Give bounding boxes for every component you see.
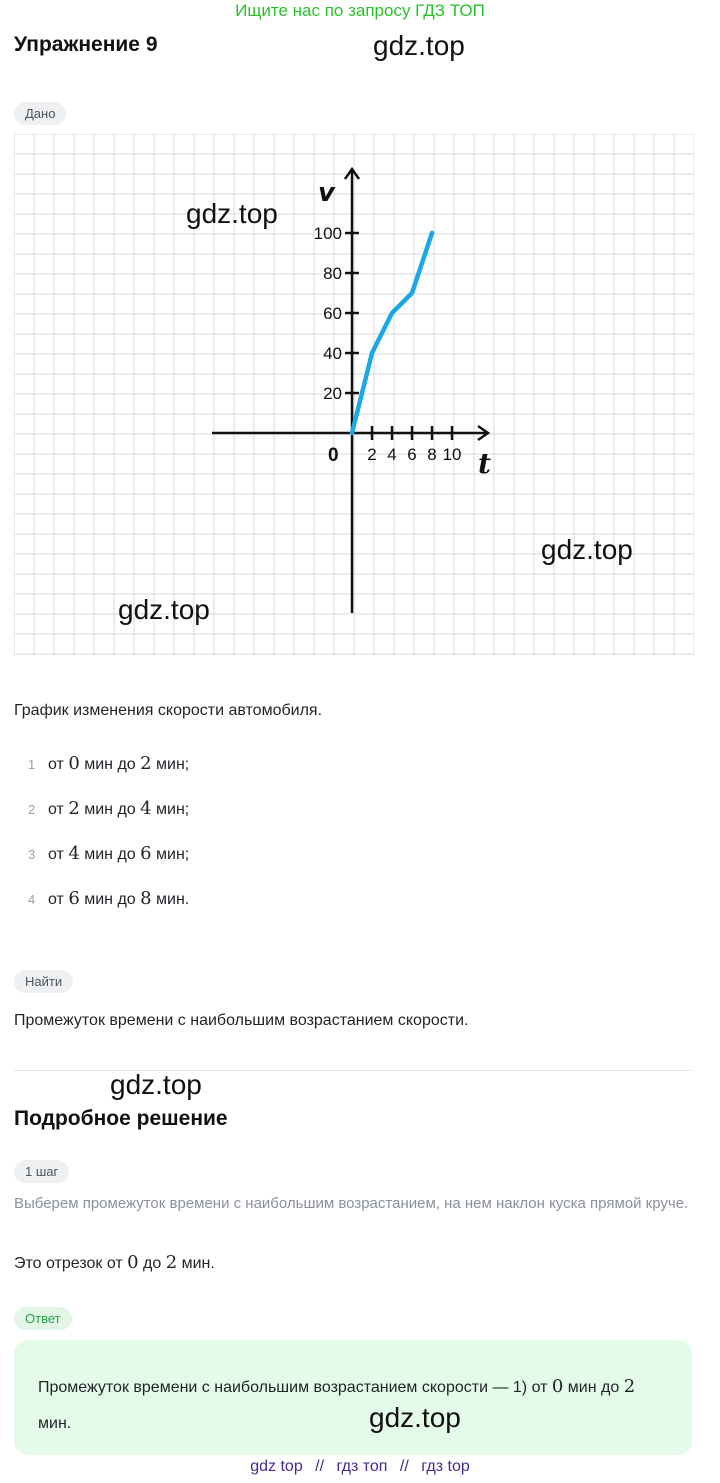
- given-pill: Дано: [14, 102, 66, 125]
- y-tick-label: 40: [323, 344, 342, 363]
- footer-link[interactable]: гдз топ: [336, 1458, 388, 1475]
- list-item: 3 от 4 мин до 6 мин;: [28, 843, 190, 864]
- list-item-number: 3: [28, 847, 36, 862]
- find-pill: Найти: [14, 970, 73, 993]
- exercise-title: Упражнение 9: [14, 33, 158, 56]
- data-point: [430, 231, 434, 235]
- footer-separator: //: [315, 1458, 325, 1475]
- origin-label: 0: [328, 445, 339, 466]
- watermark: gdz.top: [541, 534, 633, 565]
- find-text: Промежуток времени с наибольшим возрастанием скорости.: [14, 1012, 469, 1029]
- data-point: [410, 291, 414, 295]
- step-pill: 1 шаг: [14, 1160, 69, 1183]
- y-tick-label: 60: [323, 304, 342, 323]
- x-tick-label: 4: [387, 445, 397, 464]
- promo-banner: Ищите нас по запросу ГДЗ ТОП: [235, 1, 485, 20]
- speed-series-line: [352, 233, 432, 433]
- list-item: 1 от 0 мин до 2 мин;: [28, 753, 190, 774]
- x-tick-label: 6: [407, 445, 417, 464]
- answer-pill: Ответ: [14, 1307, 72, 1330]
- solution-heading: Подробное решение: [14, 1107, 228, 1130]
- given-label: [14, 102, 66, 125]
- watermark: gdz.top: [118, 594, 210, 625]
- watermark: gdz.top: [373, 30, 465, 61]
- watermark: gdz.top: [110, 1069, 202, 1100]
- footer-link[interactable]: gdz top: [250, 1458, 303, 1475]
- x-tick-label: 10: [442, 445, 462, 464]
- y-tick-label: 20: [323, 384, 342, 403]
- x-axis-label: t: [478, 447, 491, 480]
- find-label: [14, 970, 73, 993]
- footer-links: [0, 1458, 720, 1476]
- data-point: [390, 311, 394, 315]
- x-tick-label: 2: [367, 445, 377, 464]
- answer-label: [14, 1307, 72, 1330]
- y-tick-label: 100: [313, 224, 342, 243]
- list-item: 2 от 2 мин до 4 мин;: [28, 798, 190, 819]
- watermark: gdz.top: [186, 198, 278, 229]
- step-label: [14, 1160, 69, 1183]
- y-tick-label: 80: [323, 264, 342, 283]
- y-axis-label: v: [318, 178, 335, 208]
- given-description: График изменения скорости автомобиля.: [14, 702, 323, 719]
- footer-separator: //: [399, 1458, 409, 1475]
- speed-chart: [14, 134, 694, 656]
- list-item: 4 от 6 мин до 8 мин.: [28, 888, 190, 909]
- step-text: Выберем промежуток времени с наибольшим возрастанием, на нем наклон куска прямой круче.: [14, 1195, 689, 1212]
- data-point: [350, 431, 354, 435]
- answer-text: Промежуток времени с наибольшим возрастанием скорости — 1) от 0 мин до 2 мин.: [38, 1376, 636, 1432]
- data-point: [370, 351, 374, 355]
- list-item-number: 1: [28, 757, 36, 772]
- answer-box: [14, 1340, 692, 1455]
- x-tick-label: 8: [427, 445, 437, 464]
- watermark: gdz.top: [369, 1402, 461, 1433]
- list-item-number: 2: [28, 802, 36, 817]
- list-item-number: 4: [28, 892, 36, 907]
- step-result: Это отрезок от 0 до 2 мин.: [14, 1252, 215, 1273]
- footer-link[interactable]: гдз top: [421, 1458, 470, 1475]
